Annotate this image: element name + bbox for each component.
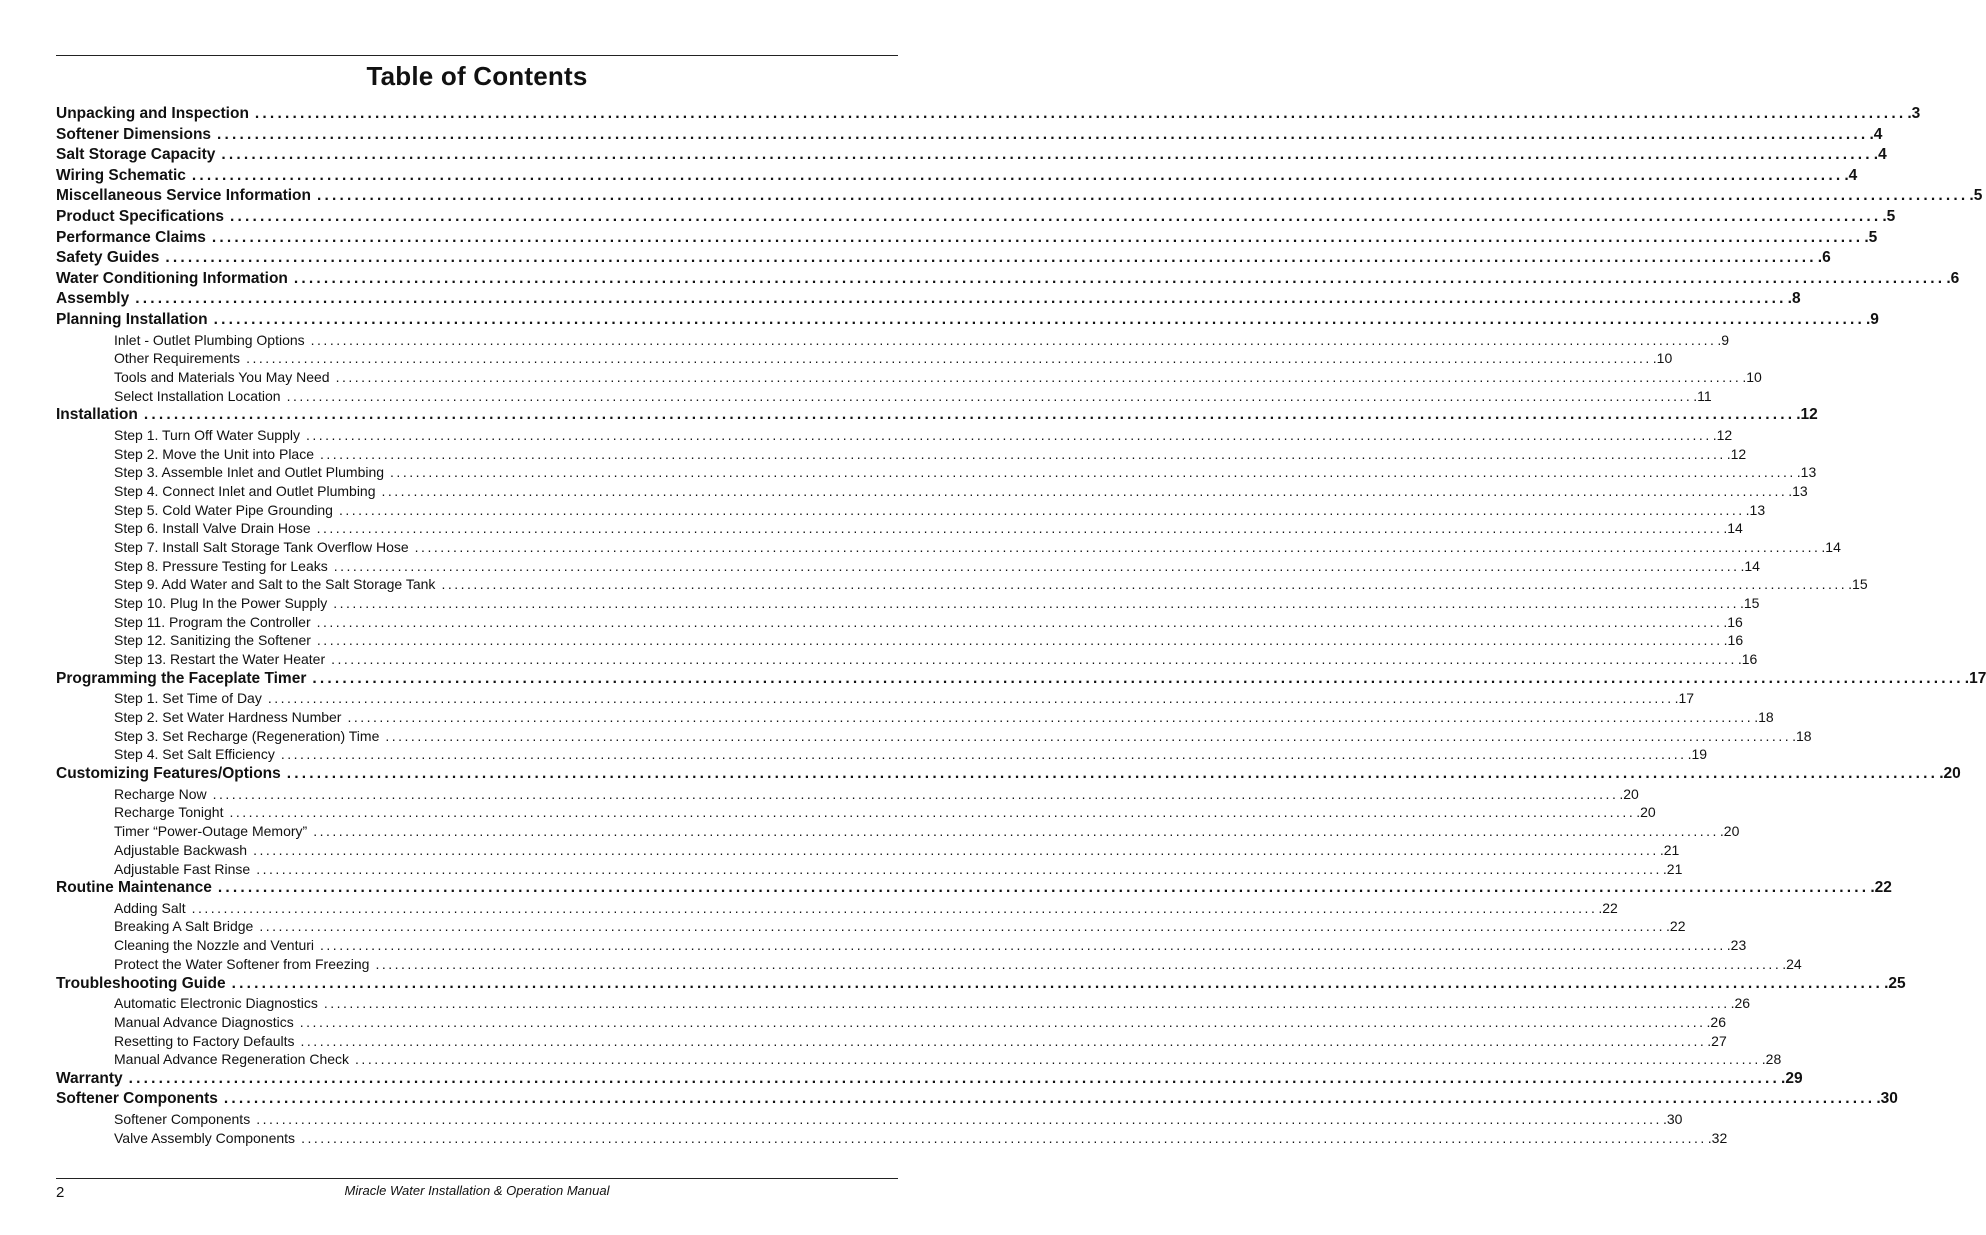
toc-subsection-entry[interactable] [56, 917, 1686, 936]
toc-entry-page: .9 [1866, 310, 1879, 328]
dot-leader: ............................................................................................................................................................................................................................ [305, 426, 1712, 443]
toc-section-entry[interactable] [56, 764, 1961, 785]
toc-entry-label: Step 3. Assemble Inlet and Outlet Plumbing [114, 464, 385, 481]
dot-leader: ............................................................................................................................................................................................................................ [385, 727, 1792, 744]
toc-subsection-entry[interactable] [56, 613, 1743, 632]
toc-entry-label: Step 2. Set Water Hardness Number [114, 709, 342, 726]
toc-entry-label: Step 5. Cold Water Pipe Grounding [114, 501, 333, 518]
toc-entry-label: Manual Advance Diagnostics [114, 1013, 294, 1030]
dot-leader: ............................................................................................................................................................................................................................ [128, 1069, 1781, 1087]
toc-section-entry[interactable] [56, 269, 1960, 290]
toc-entry-page: .16 [1723, 632, 1744, 649]
toc-subsection-entry[interactable] [56, 841, 1680, 860]
dot-leader: ............................................................................................................................................................................................................................ [286, 387, 1693, 404]
dot-leader: ............................................................................................................................................................................................................................ [375, 955, 1782, 972]
dot-leader: ............................................................................................................................................................................................................................ [301, 1129, 1707, 1146]
toc-section-entry[interactable] [56, 974, 1906, 995]
toc-subsection-entry[interactable] [56, 331, 1730, 350]
toc-entry-label: Recharge Now [114, 785, 207, 802]
dot-leader: ............................................................................................................................................................................................................................ [316, 187, 1969, 205]
toc-entry-label: Troubleshooting Guide [56, 974, 226, 992]
toc-entry-page: .27 [1707, 1032, 1727, 1049]
toc-entry-page: .25 [1884, 974, 1906, 992]
dot-leader: ............................................................................................................................................................................................................................ [293, 269, 1946, 287]
toc-entry-page: .22 [1870, 879, 1892, 897]
dot-leader: ............................................................................................................................................................................................................................ [213, 310, 1865, 328]
toc-entry-label: Timer “Power-Outage Memory” [114, 823, 308, 840]
dot-leader: ............................................................................................................................................................................................................................ [381, 482, 1788, 499]
dot-leader: ............................................................................................................................................................................................................................ [280, 746, 1687, 763]
toc-entry-label: Step 2. Move the Unit into Place [114, 445, 314, 462]
toc-entry-label: Product Specifications [56, 207, 224, 225]
toc-section-entry[interactable] [56, 145, 1887, 166]
toc-entry-page: .3 [1907, 105, 1921, 122]
dot-leader: ............................................................................................................................................................................................................................ [212, 785, 1619, 802]
toc-entry-label: Step 13. Restart the Water Heater [114, 651, 326, 668]
toc-entry-label: Planning Installation [56, 310, 208, 328]
toc-entry-label: Adjustable Fast Rinse [114, 860, 251, 877]
toc-entry-page: .16 [1737, 651, 1758, 668]
toc-entry-page: .8 [1787, 290, 1801, 308]
toc-section-entry[interactable] [56, 125, 1883, 146]
toc-subsection-entry[interactable] [56, 1013, 1726, 1032]
toc-section-entry[interactable] [56, 207, 1896, 228]
dot-leader: ............................................................................................................................................................................................................................ [310, 331, 1717, 348]
toc-subsection-entry[interactable] [56, 822, 1740, 841]
footer-manual-title: Miracle Water Installation & Operation Manual [344, 1183, 610, 1198]
dot-leader: ............................................................................................................................................................................................................................ [338, 501, 1745, 518]
toc-entry-label: Softener Components [114, 1111, 251, 1128]
dot-leader: ............................................................................................................................................................................................................................ [355, 1051, 1761, 1068]
toc-entry-page: .29 [1781, 1069, 1803, 1087]
toc-entry-label: Softener Components [56, 1090, 218, 1108]
toc-entry-page: .11 [1693, 387, 1712, 404]
toc-subsection-entry[interactable] [56, 689, 1695, 708]
toc-entry-page: .12 [1712, 426, 1733, 443]
toc-section-entry[interactable] [56, 104, 1921, 125]
toc-entry-label: Installation [56, 406, 138, 424]
dot-leader: ............................................................................................................................................................................................................................ [259, 918, 1666, 935]
dot-leader: ............................................................................................................................................................................................................................ [267, 690, 1674, 707]
dot-leader: ............................................................................................................................................................................................................................ [390, 464, 1796, 481]
toc-entry-label: Performance Claims [56, 228, 206, 246]
toc-entry-label: Step 7. Install Salt Storage Tank Overflow Hose [114, 539, 409, 555]
dot-leader: ............................................................................................................................................................................................................................ [254, 105, 1907, 122]
toc-section-entry[interactable] [56, 669, 1986, 690]
dot-leader: ............................................................................................................................................................................................................................ [286, 765, 1939, 783]
toc-subsection-entry[interactable] [56, 708, 1774, 727]
toc-entry-label: Protect the Water Softener from Freezing [114, 955, 370, 972]
toc-entry-label: Resetting to Factory Defaults [114, 1032, 295, 1049]
toc-entry-page: .26 [1730, 995, 1751, 1012]
toc-entry-page: .20 [1939, 765, 1961, 783]
toc-entry-page: .18 [1754, 709, 1774, 726]
toc-entry-label: Inlet - Outlet Plumbing Options [114, 331, 305, 348]
toc-entry-label: Adjustable Backwash [114, 841, 248, 858]
toc-entry-label: Step 3. Set Recharge (Regeneration) Time [114, 727, 380, 744]
toc-entry-label: Automatic Electronic Diagnostics [114, 995, 318, 1012]
toc-entry-page: .17 [1674, 690, 1695, 707]
toc-entry-label: Unpacking and Inspection [56, 105, 249, 122]
toc-section-entry[interactable] [56, 405, 1818, 426]
toc-entry-page: .13 [1788, 482, 1808, 499]
toc-subsection-entry[interactable] [56, 538, 1841, 557]
toc-entry-page: .24 [1782, 955, 1802, 972]
dot-leader: ............................................................................................................................................................................................................................ [143, 406, 1796, 424]
toc-subsection-entry[interactable] [56, 899, 1618, 918]
toc-entry-page: .20 [1636, 804, 1656, 821]
toc-subsection-entry[interactable] [56, 445, 1747, 464]
toc-entry-label: Step 4. Set Salt Efficiency [114, 746, 275, 763]
dot-leader: ............................................................................................................................................................................................................................ [229, 207, 1882, 225]
toc-entry-page: .6 [1946, 269, 1960, 287]
toc-entry-page: .13 [1796, 464, 1817, 481]
toc-entry-page: .15 [1848, 576, 1868, 593]
footer-rule [56, 1178, 898, 1179]
toc-entry-page: .30 [1662, 1111, 1683, 1128]
toc-entry-label: Recharge Tonight [114, 804, 224, 821]
toc-subsection-entry[interactable] [56, 631, 1744, 650]
toc-subsection-entry[interactable] [56, 368, 1762, 387]
toc-section-entry[interactable] [56, 1069, 1803, 1090]
toc-entry-page: .15 [1739, 595, 1760, 612]
toc-section-entry[interactable] [56, 289, 1801, 310]
toc-subsection-entry[interactable] [56, 594, 1760, 613]
toc-entry-label: Step 6. Install Valve Drain Hose [114, 520, 311, 537]
toc-subsection-entry[interactable] [56, 803, 1656, 822]
toc-entry-page: .12 [1796, 406, 1818, 424]
toc-subsection-entry[interactable] [56, 1129, 1728, 1148]
dot-leader: ............................................................................................................................................................................................................................ [191, 899, 1598, 916]
dot-leader: ............................................................................................................................................................................................................................ [165, 249, 1817, 267]
dot-leader: ............................................................................................................................................................................................................................ [323, 995, 1730, 1012]
toc-entry-page: .4 [1844, 166, 1858, 184]
dot-leader: ............................................................................................................................................................................................................................ [441, 576, 1848, 593]
toc-entry-page: .28 [1761, 1051, 1782, 1068]
dot-leader: ............................................................................................................................................................................................................................ [316, 632, 1723, 649]
toc-subsection-entry[interactable] [56, 745, 1708, 764]
toc-subsection-entry[interactable] [56, 482, 1808, 501]
toc-entry-page: .4 [1873, 146, 1887, 164]
toc-subsection-entry[interactable] [56, 860, 1683, 879]
toc-entry-page: .20 [1619, 785, 1639, 802]
dot-leader: ............................................................................................................................................................................................................................ [333, 595, 1739, 612]
toc-entry-page: .22 [1666, 918, 1686, 935]
toc-subsection-entry[interactable] [56, 575, 1868, 594]
toc-subsection-entry[interactable] [56, 463, 1817, 482]
dot-leader: ............................................................................................................................................................................................................................ [256, 1111, 1662, 1128]
dot-leader: ............................................................................................................................................................................................................................ [333, 557, 1740, 574]
toc-subsection-entry[interactable] [56, 994, 1751, 1013]
toc-entry-page: .5 [1969, 187, 1983, 205]
toc-entry-page: .22 [1598, 899, 1618, 916]
toc-entry-page: .21 [1659, 841, 1680, 858]
toc-entry-page: .18 [1792, 727, 1812, 744]
toc-entry-page: .10 [1652, 350, 1673, 367]
toc-entry-page: .20 [1719, 823, 1740, 840]
toc-entry-label: Salt Storage Capacity [56, 146, 216, 164]
toc-entry-label: Programming the Faceplate Timer [56, 669, 307, 687]
table-of-contents [56, 104, 1986, 1147]
dot-leader: ............................................................................................................................................................................................................................ [217, 125, 1869, 143]
dot-leader: ............................................................................................................................................................................................................................ [347, 709, 1754, 726]
toc-entry-label: Safety Guides [56, 249, 160, 267]
toc-subsection-entry[interactable] [56, 650, 1758, 669]
toc-entry-page: .19 [1687, 746, 1708, 763]
footer-page-number: 2 [56, 1184, 65, 1201]
dot-leader: ............................................................................................................................................................................................................................ [414, 539, 1821, 555]
toc-subsection-entry[interactable] [56, 936, 1747, 955]
toc-entry-page: .14 [1821, 539, 1841, 555]
dot-leader: ............................................................................................................................................................................................................................ [217, 879, 1870, 897]
toc-entry-label: Miscellaneous Service Information [56, 187, 311, 205]
toc-entry-label: Manual Advance Regeneration Check [114, 1051, 350, 1068]
toc-entry-label: Wiring Schematic [56, 166, 186, 184]
dot-leader: ............................................................................................................................................................................................................................ [320, 937, 1726, 954]
dot-leader: ............................................................................................................................................................................................................................ [191, 166, 1844, 184]
toc-entry-page: .16 [1723, 613, 1743, 630]
toc-entry-label: Step 4. Connect Inlet and Outlet Plumbing [114, 482, 376, 499]
dot-leader: ............................................................................................................................................................................................................................ [221, 146, 1873, 164]
toc-entry-label: Assembly [56, 290, 130, 308]
toc-entry-label: Other Requirements [114, 350, 241, 367]
toc-entry-label: Step 10. Plug In the Power Supply [114, 595, 328, 612]
toc-entry-label: Cleaning the Nozzle and Venturi [114, 937, 315, 954]
dot-leader: ............................................................................................................................................................................................................................ [331, 651, 1737, 668]
toc-entry-label: Warranty [56, 1069, 123, 1087]
dot-leader: ............................................................................................................................................................................................................................ [229, 804, 1636, 821]
toc-entry-page: .14 [1740, 557, 1760, 574]
toc-entry-page: .10 [1742, 368, 1762, 385]
dot-leader: ............................................................................................................................................................................................................................ [316, 613, 1723, 630]
toc-entry-page: .17 [1964, 669, 1986, 687]
toc-entry-label: Select Installation Location [114, 387, 281, 404]
toc-subsection-entry[interactable] [56, 1110, 1683, 1129]
toc-entry-label: Step 1. Set Time of Day [114, 690, 262, 707]
toc-entry-page: .12 [1726, 445, 1747, 462]
toc-entry-page: .13 [1745, 501, 1766, 518]
toc-entry-page: .9 [1717, 331, 1730, 348]
dot-leader: ............................................................................................................................................................................................................................ [223, 1090, 1876, 1108]
toc-subsection-entry[interactable] [56, 727, 1812, 746]
toc-section-entry[interactable] [56, 186, 1983, 207]
toc-entry-label: Step 8. Pressure Testing for Leaks [114, 557, 328, 574]
toc-entry-page: .5 [1882, 207, 1896, 225]
toc-subsection-entry[interactable] [56, 426, 1733, 445]
dot-leader: ............................................................................................................................................................................................................................ [256, 860, 1662, 877]
toc-entry-page: .23 [1726, 937, 1747, 954]
dot-leader: ............................................................................................................................................................................................................................ [313, 823, 1719, 840]
toc-section-entry[interactable] [56, 1089, 1898, 1110]
toc-subsection-entry[interactable] [56, 785, 1639, 804]
dot-leader: ............................................................................................................................................................................................................................ [253, 841, 1659, 858]
toc-subsection-entry[interactable] [56, 349, 1673, 368]
toc-entry-label: Customizing Features/Options [56, 765, 281, 783]
dot-leader: ............................................................................................................................................................................................................................ [320, 445, 1726, 462]
toc-entry-label: Adding Salt [114, 899, 186, 916]
toc-entry-label: Softener Dimensions [56, 125, 212, 143]
toc-section-entry[interactable] [56, 310, 1879, 331]
toc-subsection-entry[interactable] [56, 1050, 1782, 1069]
toc-entry-page: .6 [1817, 249, 1831, 267]
toc-section-entry[interactable] [56, 166, 1858, 187]
toc-section-entry[interactable] [56, 248, 1831, 269]
toc-entry-label: Step 1. Turn Off Water Supply [114, 426, 300, 443]
toc-entry-label: Step 9. Add Water and Salt to the Salt Storage Tank [114, 576, 436, 593]
top-rule [56, 55, 898, 56]
dot-leader: ............................................................................................................................................................................................................................ [312, 669, 1964, 687]
toc-section-entry[interactable] [56, 228, 1878, 249]
dot-leader: ............................................................................................................................................................................................................................ [335, 368, 1742, 385]
toc-entry-page: .14 [1723, 520, 1743, 537]
toc-subsection-entry[interactable] [56, 1032, 1727, 1051]
toc-subsection-entry[interactable] [56, 557, 1760, 576]
toc-entry-page: .32 [1707, 1129, 1728, 1146]
toc-entry-label: Valve Assembly Components [114, 1129, 296, 1146]
dot-leader: ............................................................................................................................................................................................................................ [231, 974, 1884, 992]
toc-entry-label: Routine Maintenance [56, 879, 212, 897]
toc-entry-page: .5 [1864, 228, 1878, 246]
dot-leader: ............................................................................................................................................................................................................................ [246, 350, 1652, 367]
toc-entry-label: Breaking A Salt Bridge [114, 918, 254, 935]
toc-entry-label: Water Conditioning Information [56, 269, 288, 287]
toc-entry-label: Step 11. Program the Controller [114, 613, 311, 630]
toc-subsection-entry[interactable] [56, 387, 1712, 406]
toc-entry-label: Step 12. Sanitizing the Softener [114, 632, 311, 649]
dot-leader: ............................................................................................................................................................................................................................ [300, 1032, 1707, 1049]
toc-entry-label: Tools and Materials You May Need [114, 368, 330, 385]
dot-leader: ............................................................................................................................................................................................................................ [299, 1013, 1706, 1030]
toc-entry-page: .4 [1869, 125, 1883, 143]
toc-section-entry[interactable] [56, 878, 1892, 899]
toc-subsection-entry[interactable] [56, 501, 1766, 520]
toc-entry-page: .30 [1876, 1090, 1898, 1108]
toc-entry-page: .21 [1662, 860, 1683, 877]
toc-subsection-entry[interactable] [56, 519, 1743, 538]
dot-leader: ............................................................................................................................................................................................................................ [316, 520, 1723, 537]
dot-leader: ............................................................................................................................................................................................................................ [211, 228, 1864, 246]
toc-entry-page: .26 [1706, 1013, 1726, 1030]
page-title: Table of Contents [366, 61, 588, 91]
dot-leader: ............................................................................................................................................................................................................................ [135, 290, 1787, 308]
toc-subsection-entry[interactable] [56, 955, 1802, 974]
